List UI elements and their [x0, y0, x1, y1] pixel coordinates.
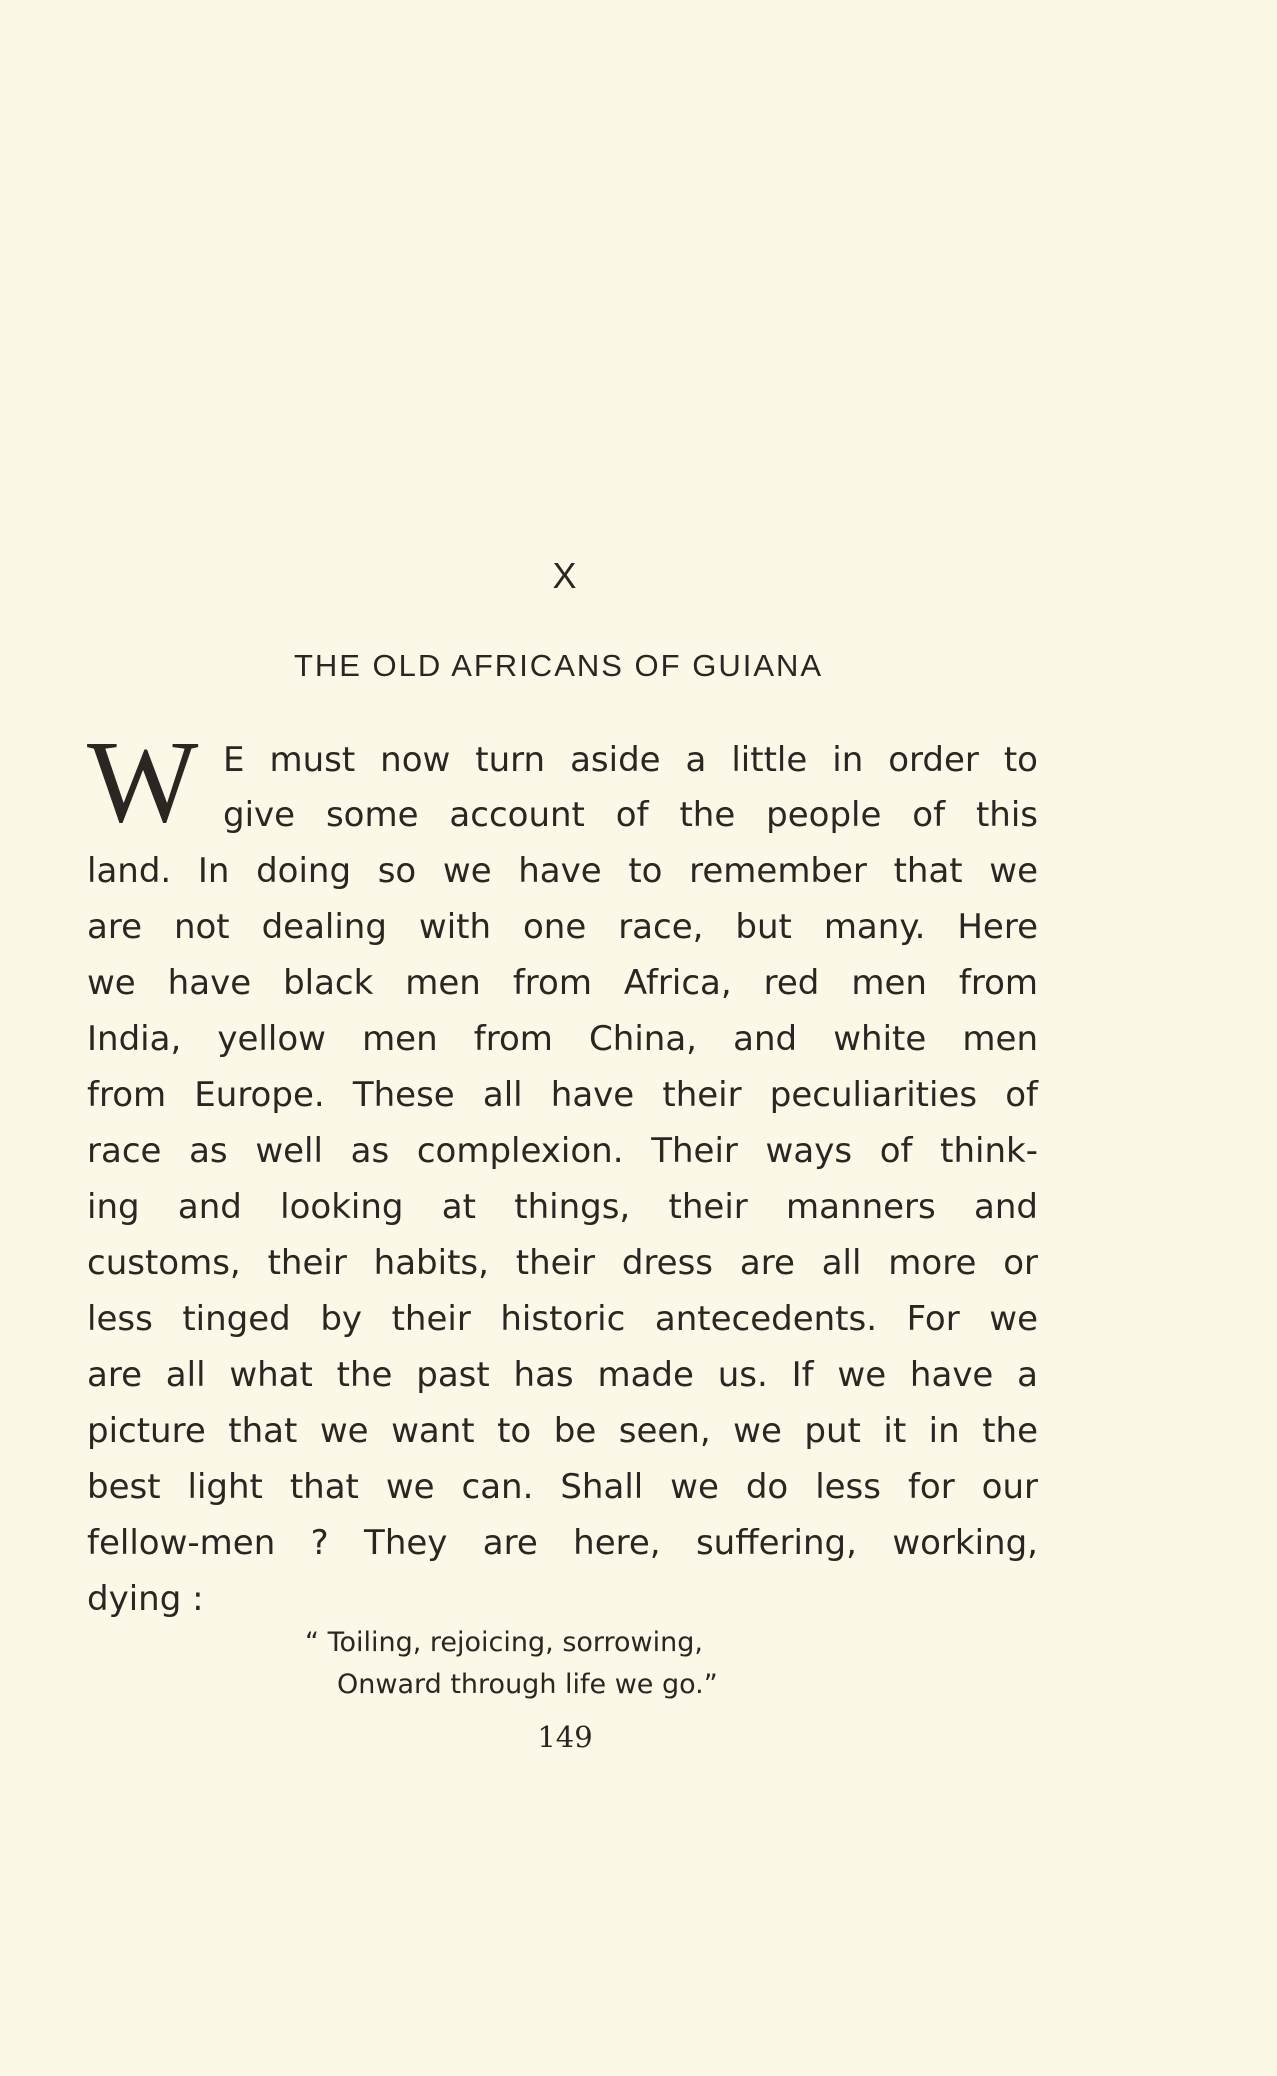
body-line: ing and looking at things, their manners and	[87, 1187, 1038, 1227]
verse-line: Onward through life we go.”	[337, 1669, 718, 1700]
body-line: are not dealing with one race, but many. Here	[87, 907, 1038, 947]
body-line: fellow-men ? They are here, suffering, working,	[87, 1523, 1038, 1563]
body-line: from Europe. These all have their peculiarities of	[87, 1075, 1038, 1115]
body-line: race as well as complexion. Their ways of think-	[87, 1131, 1038, 1171]
body-line: picture that we want to be seen, we put it in the	[87, 1411, 1038, 1451]
body-line: dying :	[87, 1579, 204, 1619]
body-line: less tinged by their historic antecedents. For we	[87, 1299, 1038, 1339]
drop-cap: W	[87, 716, 199, 847]
body-line: India, yellow men from China, and white men	[87, 1019, 1038, 1059]
chapter-title: THE OLD AFRICANS OF GUIANA	[293, 648, 824, 683]
chapter-number: X	[552, 555, 578, 596]
page-number: 149	[537, 1720, 593, 1754]
body-line: are all what the past has made us. If we have a	[87, 1355, 1038, 1395]
body-line: land. In doing so we have to remember that we	[87, 851, 1038, 891]
body-line: E must now turn aside a little in order to	[223, 740, 1038, 780]
body-line: give some account of the people of this	[223, 795, 1038, 835]
body-line: customs, their habits, their dress are all more or	[87, 1243, 1038, 1283]
body-line: we have black men from Africa, red men from	[87, 963, 1038, 1003]
body-line: best light that we can. Shall we do less for our	[87, 1467, 1038, 1507]
verse-line: “ Toiling, rejoicing, sorrowing,	[305, 1627, 703, 1658]
